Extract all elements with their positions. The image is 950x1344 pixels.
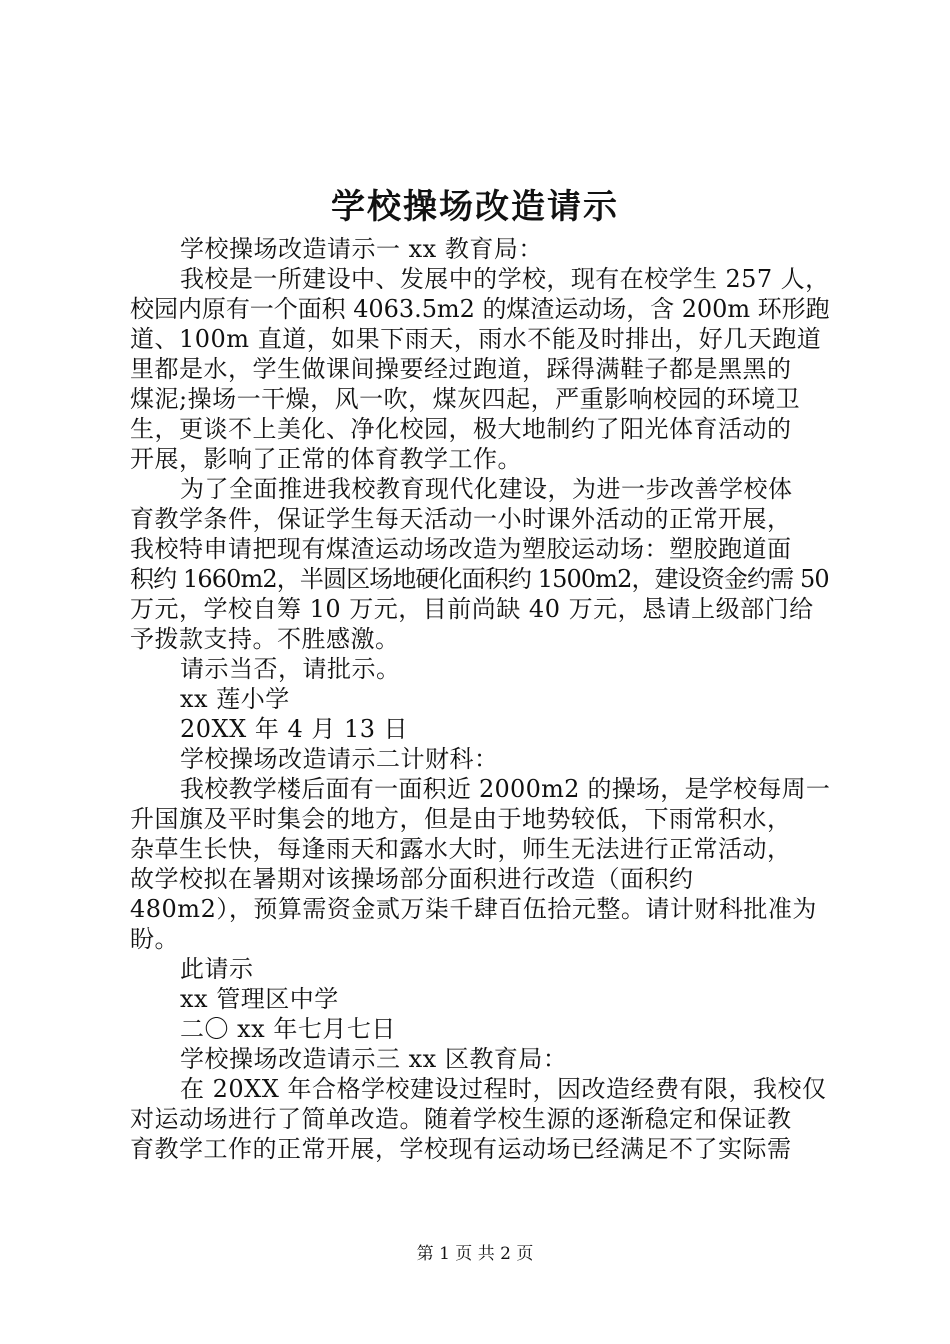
- body-line: 二〇 xx 年七月七日: [180, 1015, 396, 1043]
- body-line: 里都是水，学生做课间操要经过跑道，踩得满鞋子都是黑黑的: [130, 355, 792, 383]
- body-line: 对运动场进行了简单改造。随着学校生源的逐渐稳定和保证教: [130, 1105, 792, 1133]
- body-line: xx 莲小学: [180, 685, 290, 713]
- body-line: 积约 1660m2，半圆区场地硬化面积约 1500m2，建设资金约需 50: [130, 565, 829, 593]
- body-line: 万元，学校自筹 10 万元，目前尚缺 40 万元，恳请上级部门给: [130, 595, 814, 623]
- body-line: 学校操场改造请示一 xx 教育局：: [180, 235, 543, 263]
- body-line: 育教学条件，保证学生每天活动一小时课外活动的正常开展，: [130, 505, 792, 533]
- body-line: 育教学工作的正常开展，学校现有运动场已经满足不了实际需: [130, 1135, 792, 1163]
- body-line: 在 20XX 年合格学校建设过程时，因改造经费有限，我校仅: [180, 1075, 827, 1103]
- body-line: 盼。: [130, 925, 179, 953]
- body-line: 予拨款支持。不胜感激。: [130, 625, 400, 653]
- body-line: 故学校拟在暑期对该操场部分面积进行改造（面积约: [130, 865, 694, 893]
- body-line: 我校是一所建设中、发展中的学校，现有在校学生 257 人，: [180, 265, 830, 293]
- body-line: 学校操场改造请示三 xx 区教育局：: [180, 1045, 568, 1073]
- body-line: 我校特申请把现有煤渣运动场改造为塑胶运动场：塑胶跑道面: [130, 535, 792, 563]
- body-line: 校园内原有一个面积 4063.5m2 的煤渣运动场，含 200m 环形跑: [130, 295, 830, 323]
- body-line: xx 管理区中学: [180, 985, 339, 1013]
- body-line: 此请示: [180, 955, 254, 983]
- document-title: 学校操场改造请示: [331, 187, 619, 227]
- body-line: 为了全面推进我校教育现代化建设，为进一步改善学校体: [180, 475, 793, 503]
- body-line: 煤泥;操场一干燥，风一吹，煤灰四起，严重影响校园的环境卫: [130, 385, 801, 413]
- body-line: 道、100m 直道，如果下雨天，雨水不能及时排出，好几天跑道: [130, 325, 822, 353]
- body-line: 升国旗及平时集会的地方，但是由于地势较低，下雨常积水，: [130, 805, 792, 833]
- body-line: 20XX 年 4 月 13 日: [180, 715, 409, 743]
- body-line: 请示当否，请批示。: [180, 655, 401, 683]
- body-line: 学校操场改造请示二计财科：: [180, 745, 499, 773]
- document-body: [130, 234, 830, 1164]
- body-line: 480m2），预算需资金贰万柒千肆百伍拾元整。请计财科批准为: [130, 895, 817, 923]
- body-line: 杂草生长快，每逢雨天和露水大时，师生无法进行正常活动，: [130, 835, 792, 863]
- body-line: 生，更谈不上美化、净化校园，极大地制约了阳光体育活动的: [130, 415, 792, 443]
- body-line: 我校教学楼后面有一面积近 2000m2 的操场，是学校每周一: [180, 775, 831, 803]
- body-line: 开展，影响了正常的体育教学工作。: [130, 445, 522, 473]
- page-footer: 第 1 页 共 2 页: [416, 1244, 534, 1264]
